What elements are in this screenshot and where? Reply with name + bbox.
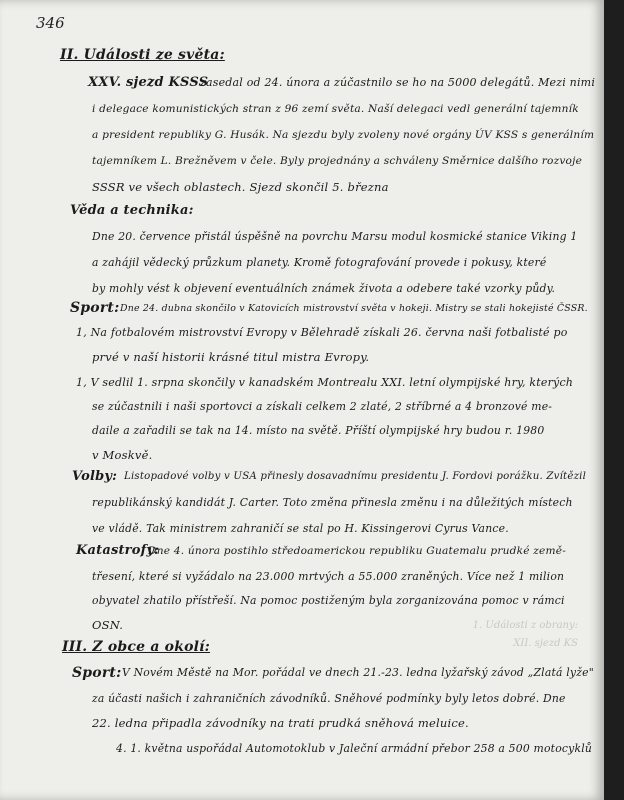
text-line: a president republiky G. Husák. Na sjezdu byly zvoleny nové orgány ÚV KSS s generálním	[92, 129, 595, 141]
disasters-label: Katastrofy:	[76, 543, 160, 558]
binding-shadow	[604, 0, 624, 800]
text-line: obyvatel zhatilo přístřeší. Na pomoc postiženým byla zorganizována pomoc v rámci	[92, 594, 565, 607]
bleed-through-text: XII. sjezd KS	[513, 638, 578, 649]
text-line: Dne 4. února postihlo středoamerickou republiku Guatemalu prudké země-	[148, 545, 567, 557]
text-line: tajemníkem L. Brežněvem v čele. Byly projednány a schváleny Směrnice dalšího rozvoje	[92, 155, 583, 167]
section-heading: III. Z obce a okolí:	[62, 639, 211, 655]
text-line: Listopadové volby v USA přinesly dosavadnímu presidentu J. Fordovi porážku. Zvítězil	[124, 471, 587, 482]
text-line: i delegace komunistických stran z 96 zemí světa. Naší delegaci vedl generální tajemník	[92, 103, 579, 115]
text-line: třesení, které si vyžádalo na 23.000 mrtvých a 55.000 zraněných. Více než 1 milion	[92, 570, 565, 583]
text-line: by mohly vést k objevení eventuálních známek života a odebere také vzorky půdy.	[92, 282, 556, 295]
section-heading: II. Události ze světa:	[60, 47, 225, 63]
text-line: 1, V sedlil 1. srpna skončily v kanadském Montrealu XXI. letní olympijské hry, kterých	[76, 376, 574, 389]
text-line: V Novém Městě na Mor. pořádal ve dnech 21.-23. ledna lyžařský závod „Zlatá lyže"	[122, 666, 594, 679]
text-line: se zúčastnili i naši sportovci a získali celkem 2 zlaté, 2 stříbrné a 4 bronzové me-	[92, 400, 553, 413]
text-line: Dne 24. dubna skončilo v Katovicích mistrovství světa v hokeji. Mistry se stali hokejisté ČSSR.	[120, 303, 588, 314]
text-line: OSN.	[92, 618, 124, 632]
text-line: daile a zařadili se tak na 14. místo na světě. Příští olympijské hry budou r. 1980	[92, 424, 545, 437]
text-line: republikánský kandidát J. Carter. Toto změna přinesla změnu i na důležitých místech	[92, 496, 573, 509]
text-line: 22. ledna připadla závodníky na trati prudká sněhová meluice.	[92, 716, 469, 730]
sport-label: Sport:	[70, 300, 120, 316]
text-line: a zahájil vědecký průzkum planety. Kromě fotografování provede i pokusy, které	[92, 256, 547, 269]
sport-label: Sport:	[72, 665, 122, 681]
page-number: 346	[36, 14, 65, 32]
text-line: 1, Na fotbalovém mistrovství Evropy v Bělehradě získali 26. června naši fotbalisté po	[76, 326, 568, 339]
bleed-through-text: 1. Události z obrany:	[472, 620, 578, 631]
text-line: za účasti našich i zahraničních závodníků. Sněhové podmínky byly letos dobré. Dne	[92, 692, 566, 705]
elections-label: Volby:	[72, 469, 118, 484]
text-line: prvé v naší historii krásné titul mistra Evropy.	[92, 350, 370, 364]
congress-label: XXV. sjezd KSSS	[88, 75, 209, 90]
text-line: v Moskvě.	[92, 448, 153, 462]
science-label: Věda a technika:	[70, 203, 194, 218]
text-line: zasedal od 24. února a zúčastnilo se ho na 5000 delegátů. Mezi nimi	[200, 76, 596, 89]
text-line: SSSR ve všech oblastech. Sjezd skončil 5. března	[92, 180, 389, 194]
text-line: Dne 20. července přistál úspěšně na povrchu Marsu modul kosmické stanice Viking 1	[92, 230, 578, 243]
text-line: ve vládě. Tak ministrem zahraničí se stal po H. Kissingerovi Cyrus Vance.	[92, 522, 509, 535]
text-line: 4. 1. května uspořádal Automotoklub v Jaleční armádní přebor 258 a 500 motocyklů	[116, 742, 592, 755]
